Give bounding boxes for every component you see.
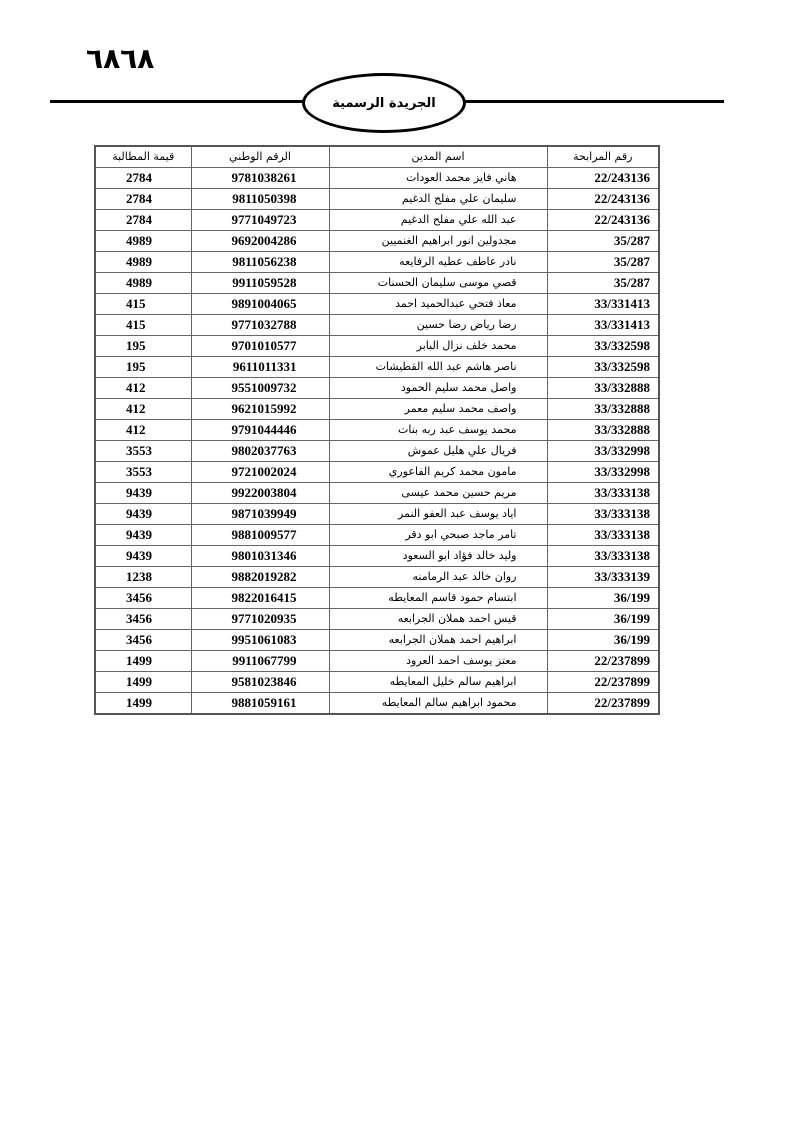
cell-claim: 9439 — [95, 546, 191, 567]
cell-murabaha-no: 22/243136 — [547, 168, 659, 189]
cell-claim: 9439 — [95, 525, 191, 546]
cell-national-id: 9781038261 — [191, 168, 329, 189]
header-claim: قيمة المطالبة — [95, 146, 191, 168]
cell-murabaha-no: 33/332998 — [547, 441, 659, 462]
table-row — [95, 693, 659, 715]
table-row — [95, 483, 659, 504]
cell-national-id: 9551009732 — [191, 378, 329, 399]
cell-claim: 195 — [95, 357, 191, 378]
cell-claim: 412 — [95, 420, 191, 441]
cell-national-id: 9922003804 — [191, 483, 329, 504]
cell-claim: 4989 — [95, 252, 191, 273]
cell-claim: 1499 — [95, 693, 191, 715]
cell-murabaha-no: 33/332598 — [547, 336, 659, 357]
cell-murabaha-no: 33/332888 — [547, 399, 659, 420]
cell-murabaha-no: 35/287 — [547, 231, 659, 252]
table-row — [95, 315, 659, 336]
cell-murabaha-no: 33/333138 — [547, 504, 659, 525]
cell-national-id: 9891004065 — [191, 294, 329, 315]
table-row — [95, 252, 659, 273]
table-row — [95, 588, 659, 609]
cell-claim: 412 — [95, 399, 191, 420]
cell-claim: 415 — [95, 294, 191, 315]
cell-debtor-name: سليمان علي مفلح الدغيم — [329, 189, 547, 210]
cell-debtor-name: محمد يوسف عبد ربه بنات — [329, 420, 547, 441]
cell-claim: 2784 — [95, 168, 191, 189]
cell-debtor-name: روان خالد عبد الرمامنه — [329, 567, 547, 588]
cell-debtor-name: ابتسام حمود قاسم المعايطه — [329, 588, 547, 609]
table-row — [95, 630, 659, 651]
cell-debtor-name: هاني فايز محمد العودات — [329, 168, 547, 189]
debtors-table-container — [94, 145, 658, 715]
cell-claim: 3456 — [95, 630, 191, 651]
table-row — [95, 546, 659, 567]
cell-national-id: 9801031346 — [191, 546, 329, 567]
cell-debtor-name: محمود ابراهيم سالم المعايطه — [329, 693, 547, 715]
table-row — [95, 210, 659, 231]
table-row — [95, 189, 659, 210]
cell-murabaha-no: 22/237899 — [547, 651, 659, 672]
cell-debtor-name: مريم حسين محمد عيسى — [329, 483, 547, 504]
table-row — [95, 168, 659, 189]
cell-debtor-name: اياد يوسف عبد العفو النمر — [329, 504, 547, 525]
table-row — [95, 357, 659, 378]
cell-debtor-name: رضا رياض رضا حسين — [329, 315, 547, 336]
cell-debtor-name: وليد خالد فؤاد ابو السعود — [329, 546, 547, 567]
table-header-row — [95, 146, 659, 168]
table-row — [95, 504, 659, 525]
table-row — [95, 294, 659, 315]
cell-national-id: 9802037763 — [191, 441, 329, 462]
cell-murabaha-no: 22/237899 — [547, 693, 659, 715]
table-row — [95, 441, 659, 462]
cell-national-id: 9581023846 — [191, 672, 329, 693]
cell-claim: 2784 — [95, 189, 191, 210]
header-murabaha-no: رقم المرابحة — [547, 146, 659, 168]
cell-national-id: 9871039949 — [191, 504, 329, 525]
cell-national-id: 9771049723 — [191, 210, 329, 231]
cell-national-id: 9881009577 — [191, 525, 329, 546]
cell-debtor-name: عبد الله علي مفلح الدغيم — [329, 210, 547, 231]
cell-claim: 1238 — [95, 567, 191, 588]
cell-claim: 1499 — [95, 672, 191, 693]
cell-debtor-name: نادر عاطف عطيه الرفايعه — [329, 252, 547, 273]
cell-claim: 195 — [95, 336, 191, 357]
cell-debtor-name: تامر ماجد صبحي ابو دقر — [329, 525, 547, 546]
cell-murabaha-no: 36/199 — [547, 588, 659, 609]
table-row — [95, 462, 659, 483]
cell-murabaha-no: 36/199 — [547, 609, 659, 630]
cell-national-id: 9692004286 — [191, 231, 329, 252]
cell-national-id: 9811056238 — [191, 252, 329, 273]
cell-murabaha-no: 35/287 — [547, 273, 659, 294]
table-row — [95, 672, 659, 693]
cell-national-id: 9611011331 — [191, 357, 329, 378]
cell-debtor-name: مجدولين انور ابراهيم الغنميين — [329, 231, 547, 252]
header-debtor-name: اسم المدين — [329, 146, 547, 168]
cell-claim: 9439 — [95, 483, 191, 504]
cell-national-id: 9721002024 — [191, 462, 329, 483]
cell-national-id: 9621015992 — [191, 399, 329, 420]
cell-national-id: 9811050398 — [191, 189, 329, 210]
table-row — [95, 525, 659, 546]
cell-murabaha-no: 33/332598 — [547, 357, 659, 378]
cell-murabaha-no: 33/333139 — [547, 567, 659, 588]
debtors-table — [94, 145, 660, 715]
cell-murabaha-no: 22/243136 — [547, 210, 659, 231]
cell-debtor-name: قيس احمد هملان الجرابعه — [329, 609, 547, 630]
cell-claim: 1499 — [95, 651, 191, 672]
table-row — [95, 336, 659, 357]
cell-claim: 3456 — [95, 609, 191, 630]
cell-claim: 412 — [95, 378, 191, 399]
cell-murabaha-no: 33/332888 — [547, 378, 659, 399]
table-row — [95, 651, 659, 672]
cell-national-id: 9771020935 — [191, 609, 329, 630]
gazette-title: الجريدة الرسمية — [332, 95, 436, 111]
table-row — [95, 609, 659, 630]
cell-debtor-name: ابراهيم سالم خليل المعايطه — [329, 672, 547, 693]
cell-murabaha-no: 33/332888 — [547, 420, 659, 441]
cell-murabaha-no: 33/333138 — [547, 525, 659, 546]
cell-murabaha-no: 33/331413 — [547, 294, 659, 315]
cell-claim: 3553 — [95, 441, 191, 462]
cell-claim: 4989 — [95, 273, 191, 294]
table-body — [95, 168, 659, 715]
cell-murabaha-no: 33/333138 — [547, 483, 659, 504]
cell-national-id: 9882019282 — [191, 567, 329, 588]
cell-murabaha-no: 35/287 — [547, 252, 659, 273]
cell-national-id: 9701010577 — [191, 336, 329, 357]
table-row — [95, 567, 659, 588]
cell-murabaha-no: 36/199 — [547, 630, 659, 651]
cell-murabaha-no: 22/243136 — [547, 189, 659, 210]
cell-murabaha-no: 22/237899 — [547, 672, 659, 693]
table-row — [95, 420, 659, 441]
cell-debtor-name: فريال علي هليل عموش — [329, 441, 547, 462]
cell-claim: 2784 — [95, 210, 191, 231]
cell-debtor-name: واصل محمد سليم الحمود — [329, 378, 547, 399]
gazette-title-oval — [302, 73, 466, 133]
cell-debtor-name: مامون محمد كريم الفاعوري — [329, 462, 547, 483]
cell-national-id: 9822016415 — [191, 588, 329, 609]
table-row — [95, 378, 659, 399]
cell-murabaha-no: 33/332998 — [547, 462, 659, 483]
cell-murabaha-no: 33/333138 — [547, 546, 659, 567]
cell-debtor-name: ابراهيم احمد هملان الجرابعه — [329, 630, 547, 651]
cell-claim: 415 — [95, 315, 191, 336]
cell-debtor-name: قصي موسى سليمان الحسنات — [329, 273, 547, 294]
cell-murabaha-no: 33/331413 — [547, 315, 659, 336]
cell-national-id: 9791044446 — [191, 420, 329, 441]
cell-national-id: 9911067799 — [191, 651, 329, 672]
cell-national-id: 9911059528 — [191, 273, 329, 294]
cell-debtor-name: معتز يوسف احمد العرود — [329, 651, 547, 672]
cell-claim: 3456 — [95, 588, 191, 609]
cell-debtor-name: محمد خلف نزال البابر — [329, 336, 547, 357]
header-national-id: الرقم الوطني — [191, 146, 329, 168]
cell-national-id: 9951061083 — [191, 630, 329, 651]
cell-claim: 3553 — [95, 462, 191, 483]
table-row — [95, 399, 659, 420]
cell-debtor-name: معاذ فتحي عبدالحميد احمد — [329, 294, 547, 315]
cell-claim: 4989 — [95, 231, 191, 252]
table-row — [95, 273, 659, 294]
cell-debtor-name: واصف محمد سليم معمر — [329, 399, 547, 420]
page-number: ٦٨٦٨ — [86, 42, 155, 75]
cell-national-id: 9771032788 — [191, 315, 329, 336]
table-row — [95, 231, 659, 252]
cell-national-id: 9881059161 — [191, 693, 329, 715]
cell-claim: 9439 — [95, 504, 191, 525]
cell-debtor-name: ناصر هاشم عبد الله القطيشات — [329, 357, 547, 378]
